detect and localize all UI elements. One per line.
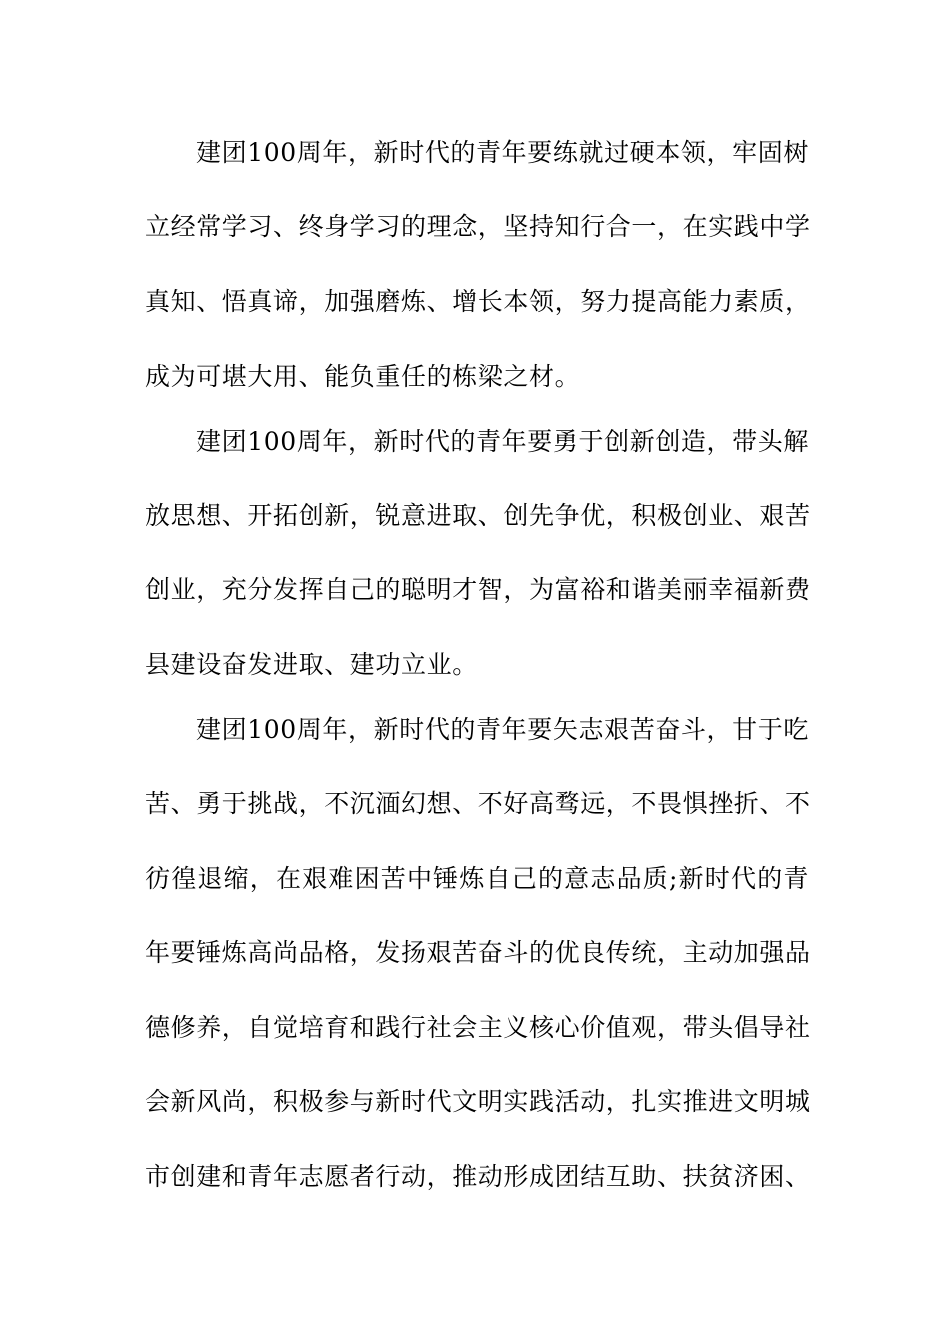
paragraph-3-line-2: 苦、勇于挑战，不沉湎幻想、不好高骛远，不畏惧挫折、不 [145, 789, 811, 818]
paragraph-1-line-2: 立经常学习、终身学习的理念，坚持知行合一，在实践中学 [145, 212, 811, 241]
paragraph-3-line-6: 会新风尚，积极参与新时代文明实践活动，扎实推进文明城 [145, 1087, 811, 1116]
paragraph-3-line-3: 彷徨退缩，在艰难困苦中锤炼自己的意志品质;新时代的青 [145, 864, 809, 893]
paragraph-2-line-4: 县建设奋发进取、建功立业。 [145, 650, 478, 679]
paragraph-1-line-4: 成为可堪大用、能负重任的栋梁之材。 [145, 362, 581, 391]
paragraph-3-line-1: 建团100周年，新时代的青年要矢志艰苦奋斗，甘于吃 [196, 715, 809, 744]
paragraph-2-line-2: 放思想、开拓创新，锐意进取、创先争优，积极创业、艰苦 [145, 501, 811, 530]
paragraph-3-line-5: 德修养，自觉培育和践行社会主义核心价值观，带头倡导社 [145, 1013, 811, 1042]
paragraph-1-line-1: 建团100周年，新时代的青年要练就过硬本领，牢固树 [196, 138, 809, 167]
paragraph-2-line-3: 创业，充分发挥自己的聪明才智，为富裕和谐美丽幸福新费 [145, 575, 811, 604]
paragraph-3-line-4: 年要锤炼高尚品格，发扬艰苦奋斗的优良传统，主动加强品 [145, 938, 811, 967]
paragraph-2-line-1: 建团100周年，新时代的青年要勇于创新创造，带头解 [196, 427, 809, 456]
paragraph-3-line-7: 市创建和青年志愿者行动，推动形成团结互助、扶贫济困、 [145, 1162, 811, 1191]
paragraph-1-line-3: 真知、悟真谛，加强磨炼、增长本领，努力提高能力素质， [145, 287, 811, 316]
